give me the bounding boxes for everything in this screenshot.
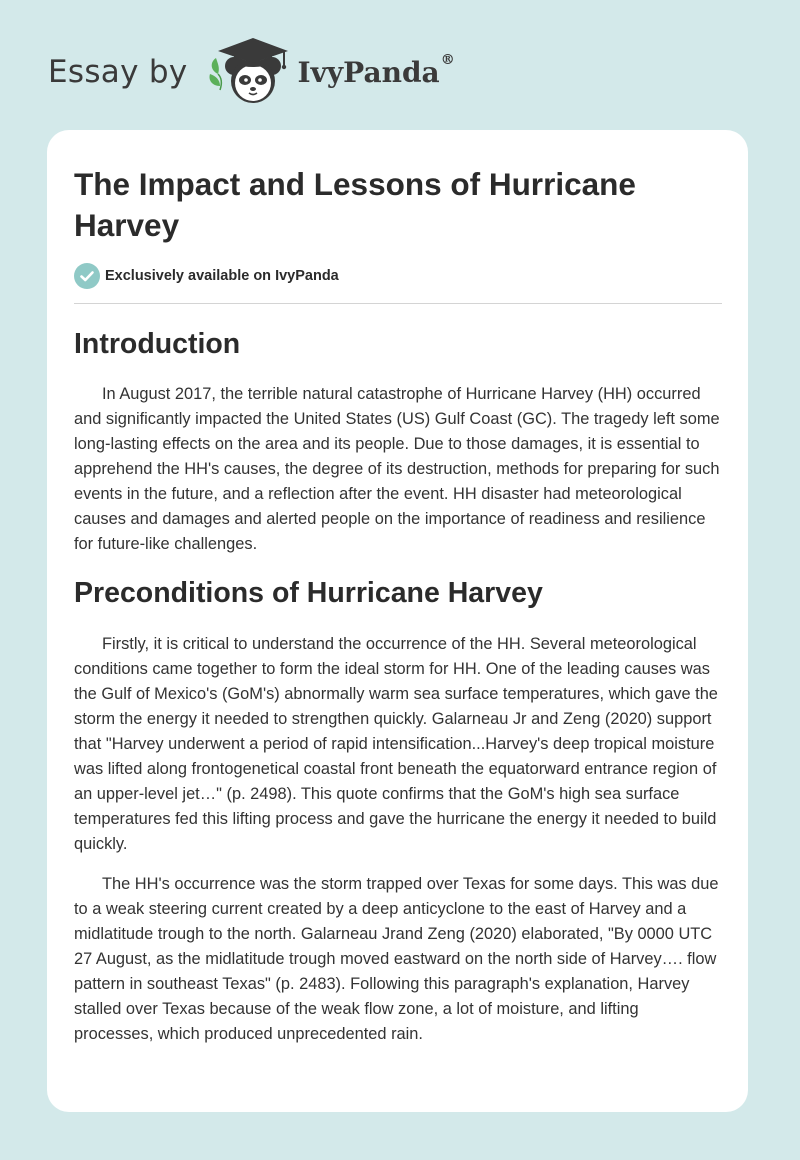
essay-card (47, 130, 748, 1112)
essay-body (74, 320, 722, 1047)
exclusive-badge (74, 263, 339, 289)
exclusive-badge-text: Exclusively available on IvyPanda (105, 268, 339, 284)
panda-graduate-logo-icon[interactable] (204, 36, 296, 108)
paragraph: The HH's occurrence was the storm trapped over Texas for some days. This was due to a weak steering current created by a deep anticyclone to the east of Harvey and a midlatitude trough to the north. Galarneau Jrand Zeng (2020) elaborated, "By 0000 UTC 27 August, as the midlatitude trough moved eastward on the north side of Harvey…. flow pattern in southeast Texas" (p. 2483). Following this paragraph's explanation, Harvey stalled over Texas because of the weak flow zone, a lot of moisture, and lifting processes, which produced unprecedented rain. (74, 875, 719, 1043)
registered-mark: ® (440, 51, 455, 68)
title-divider (74, 303, 722, 304)
brand-name-text: IvyPanda (297, 55, 440, 89)
brand-name[interactable] (297, 51, 455, 89)
paragraph: Firstly, it is critical to understand the occurrence of the HH. Several meteorological conditions came together to form the ideal storm for HH. One of the leading causes was the Gulf of Mexico's (GoM's) abnormally warm sea surface temperatures, which gave the storm the energy it needed to strengthen quickly. Galarneau Jr and Zeng (2020) support that "Harvey underwent a period of rapid intensification...Harvey's deep tropical moisture was lifted along frontogenetical coastal front beneath the equatorward entrance region of an upper-level jet…" (p. 2498). This quote confirms that the GoM's high sea surface temperatures fed this lifting process and gave the hurricane the energy it needed to build quickly. (74, 635, 718, 853)
section-heading-introduction: Introduction (74, 328, 241, 360)
site-header (48, 36, 455, 108)
essay-title: The Impact and Lessons of Hurricane Harvey (74, 166, 636, 243)
brand-prefix: Essay by (48, 54, 188, 90)
section-heading-preconditions: Preconditions of Hurricane Harvey (74, 577, 543, 609)
check-circle-icon (74, 263, 100, 289)
paragraph: In August 2017, the terrible natural catastrophe of Hurricane Harvey (HH) occurred and significantly impacted the United States (US) Gulf Coast (GC). The tragedy left some long-lasting effects on the area and its people. Due to those damages, it is essential to apprehend the HH's causes, the degree of its destruction, methods for preparing for such events in the future, and a reflection after the event. HH disaster had meteorological causes and damages and alerted people on the importance of readiness and resilience for future-like challenges. (74, 385, 720, 553)
